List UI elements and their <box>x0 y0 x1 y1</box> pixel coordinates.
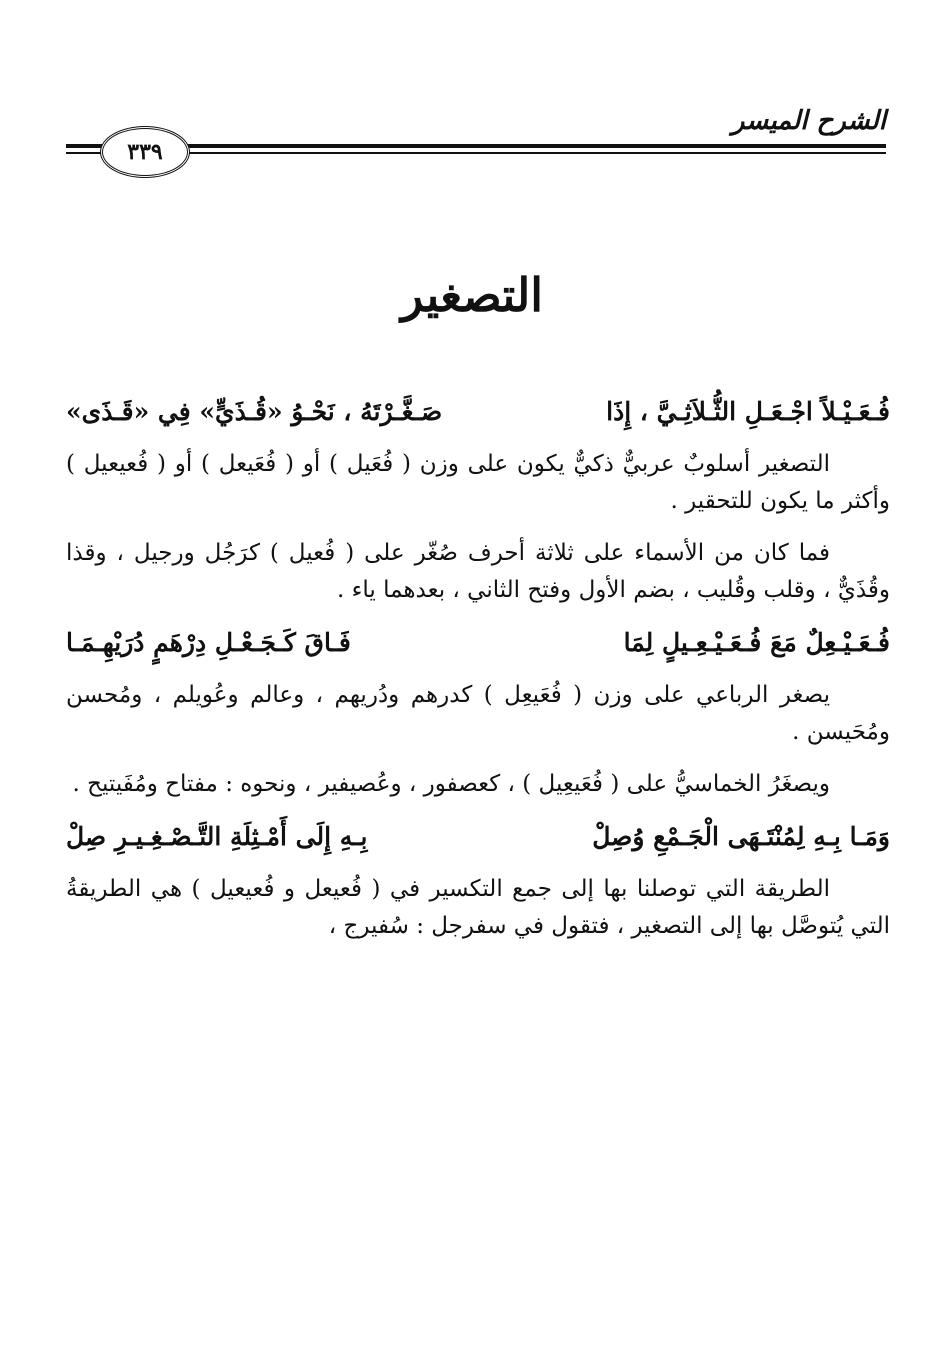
verse-second-hemistich: بِـهِ إِلَى أَمْـثِلَةِ التَّـصْـغِـيـرِ صِلْ <box>66 821 368 851</box>
paragraph: فما كان من الأسماء على ثلاثة أحرف صُغّر على ( فُعيل ) كرَجُل ورجيل ، وقذا وقُذَيٌّ ، وقلب وقُليب ، بضم الأول وفتح الثاني ، بعدهما ياء . <box>66 539 890 603</box>
verse-first-hemistich: فُـعَـيْـلاً اجْـعَـلِ الثُّـلاَثِـيَّ ، إِذَا <box>606 397 890 426</box>
verse-second-hemistich: صَـغَّـرْتَهُ ، نَحْـوُ «قُـذَيٍّ» فِي «قَـذَى» <box>66 397 443 426</box>
verse-line <box>66 623 890 663</box>
verse-line <box>66 392 890 432</box>
chapter-title: التصغير <box>400 268 544 322</box>
page-content <box>66 392 890 959</box>
running-title: الشرح الميسر <box>731 106 886 136</box>
page-number <box>100 126 190 178</box>
verse-first-hemistich: فُـعَـيْـعِلٌ مَعَ فُـعَـيْـعِـيلٍ لِمَا <box>623 628 890 657</box>
paragraph: يصغر الرباعي على وزن ( فُعَيعِل ) كدرهم ودُريهم ، وعالم وعُويلم ، ومُحسن ومُحَيسن . <box>66 682 890 746</box>
verse-line <box>66 817 890 857</box>
paragraph: ويصغَرُ الخماسيُّ على ( فُعَيعِيل ) ، كعصفور ، وعُصيفير ، ونحوه : مفتاح ومُفَيتيح . <box>72 770 830 797</box>
page-number-text: ٣٣٩ <box>127 139 163 165</box>
verse-first-hemistich: وَمَـا بِـهِ لِمُنْتَـهَى الْجَـمْعِ وُصِلْ <box>592 821 890 851</box>
paragraph: التصغير أسلوبٌ عربيٌّ ذكيٌّ يكون على وزن ( فُعَيل ) أو ( فُعَيعل ) أو ( فُعيعيل ) وأكثر ما يكون للتحقير . <box>66 451 890 515</box>
verse-second-hemistich: فَـاقَ كَـجَـعْـلِ دِرْهَمٍ دُرَيْهِـمَـا <box>66 628 351 657</box>
page-header <box>66 96 886 186</box>
paragraph: الطريقة التي توصلنا بها إلى جمع التكسير في ( فُعيعل و فُعيعيل ) هي الطريقةُ التي يُتوصَّل بها إلى التصغير ، فتقول في سفرجل : سُفيرج ، <box>66 875 890 939</box>
